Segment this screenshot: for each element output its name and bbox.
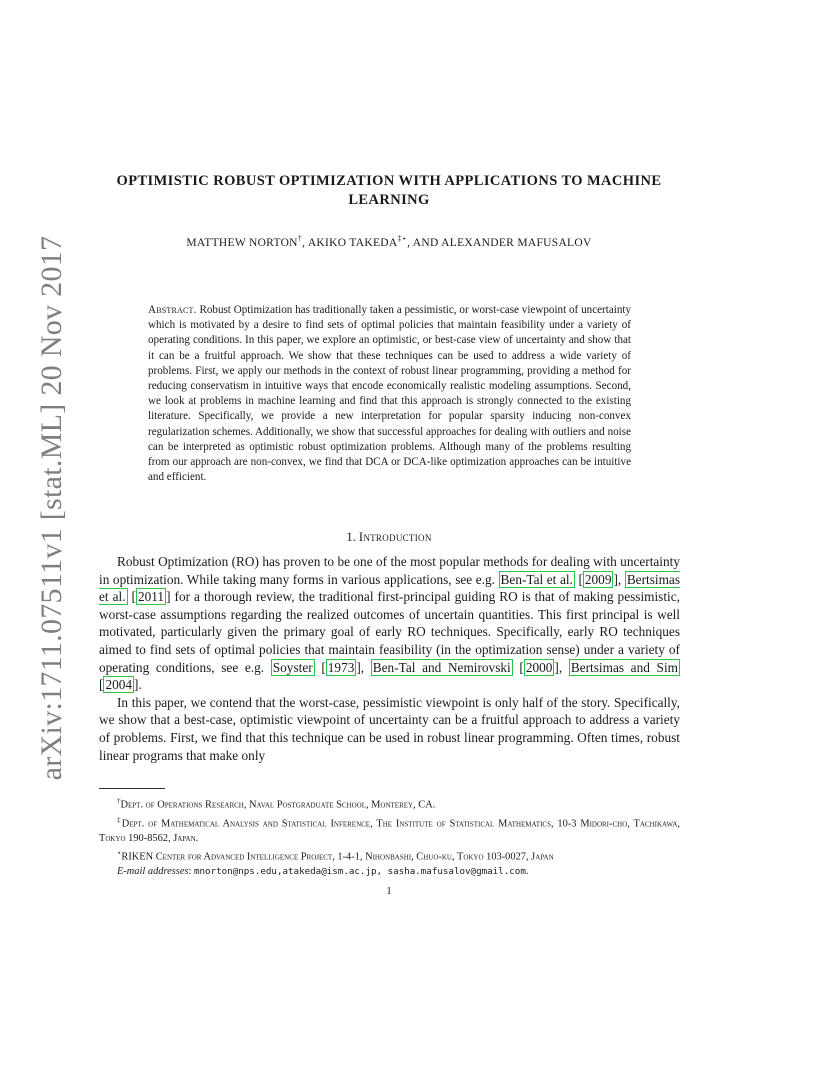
affiliation-mark: ⋆ <box>117 849 122 858</box>
body-text-run: ] for a thorough review, the traditional first-principal guiding RO is that of making pessimistic, worst-case assumptions regarding the realized outcomes of uncertain quantities. This first principal is well motivated, particularly given the primary goal of early RO techniques. Specifically, early RO techniques aimed to find sets of optimal policies that maintain feasibility (in the optimization sense) under a variety of operating conditions, see e.g. <box>99 589 680 675</box>
author-name: AKIKO TAKEDA <box>307 236 398 249</box>
citation-link[interactable]: Bertsimas and Sim <box>570 659 678 675</box>
affiliation-mark: ‡ <box>117 815 122 824</box>
body-text-run: Robust Optimization (RO) has proven to be one of the most popular methods for dealing with uncertainty in optimization. While taking many forms in various applications, see e.g. <box>99 554 680 587</box>
email-addresses: mnorton@nps.edu,atakeda@ism.ac.jp, sasha.mafusalov@gmail.com <box>193 866 526 878</box>
footnote-text: RIKEN Center for Advanced Intelligence Project, 1-4-1, Nihonbashi, Chuo-ku, Tokyo 103-0027, Japan <box>121 851 554 863</box>
author-name: MATTHEW NORTON <box>186 236 298 249</box>
body-text-run: [ <box>574 571 583 587</box>
citation-year-link[interactable]: 2004 <box>105 677 133 693</box>
email-separator: : <box>188 866 194 878</box>
page-number: 1 <box>386 886 392 897</box>
citation-link[interactable]: Ben-Tal and Nemirovski <box>372 659 511 675</box>
footnote-emails <box>99 865 680 880</box>
citation-link[interactable]: Soyster <box>272 659 313 675</box>
paragraph <box>99 553 680 694</box>
author-name: ALEXANDER MAFUSALOV <box>441 236 592 249</box>
body-text-run: ], <box>613 571 625 587</box>
citation-year-link[interactable]: 1973 <box>327 659 355 675</box>
body-text-run: [ <box>99 677 104 693</box>
body-text-run: [ <box>314 659 326 675</box>
abstract <box>148 303 631 485</box>
author-separator: , <box>302 236 308 249</box>
citation-year-link[interactable]: 2009 <box>584 571 612 587</box>
author-separator: , AND <box>407 236 442 249</box>
body-text <box>99 553 680 764</box>
paper-title: OPTIMISTIC ROBUST OPTIMIZATION WITH APPLICATIONS TO MACHINE LEARNING <box>116 173 662 208</box>
citation-link[interactable]: Ben-Tal et al. <box>500 571 573 587</box>
section-title: Introduction <box>358 530 432 544</box>
email-end: . <box>525 866 529 878</box>
citation-year-link[interactable]: 2011 <box>137 589 165 605</box>
paragraph: In this paper, we contend that the worst-case, pessimistic viewpoint is only half of the story. Specifically, we show that a best-case, optimistic viewpoint of uncertainty can be a fruitful approach to address a variety of problems. First, we find that this technique can be used in robust linear programming. Often times, robust linear programs that make only <box>99 694 680 763</box>
citation-year-link[interactable]: 2000 <box>525 659 553 675</box>
body-text-run: [ <box>127 589 136 605</box>
affiliation-mark: ‡⋆ <box>397 234 408 243</box>
section-heading <box>100 530 678 545</box>
footnote-affiliation <box>99 794 680 813</box>
footnote-divider <box>99 788 165 789</box>
affiliation-mark: † <box>297 234 303 243</box>
body-text-run: ], <box>554 659 569 675</box>
email-label: E-mail addresses <box>117 866 189 878</box>
footnote-text: Dept. of Operations Research, Naval Postgraduate School, Monterey, CA. <box>120 799 436 811</box>
body-text-run: ], <box>356 659 371 675</box>
body-text-run: ]. <box>134 677 142 693</box>
arxiv-identifier-stamp: arXiv:1711.07511v1 [stat.ML] 20 Nov 2017 <box>35 235 68 781</box>
footnotes <box>99 794 680 880</box>
affiliation-mark: † <box>117 797 121 805</box>
author-list <box>100 234 678 249</box>
section-number: 1. <box>346 530 356 544</box>
abstract-text: Robust Optimization has traditionally taken a pessimistic, or worst-case viewpoint of uncertainty which is motivated by a desire to find sets of optimal policies that maintain feasibility under a variety of operating conditions. In this paper, we explore an optimistic, or best-case view of uncertainty and show that it can be a fruitful approach. We show that these techniques can be used to address a wide variety of problems. First, we apply our methods in the context of robust linear programming, providing a method for reducing conservatism in intuitive ways that encode economically realistic modeling assumptions. Second, we look at problems in machine learning and find that this approach is strongly connected to the existing literature. Specifically, we provide a new interpretation for popular sparsity inducing non-convex regularization schemes. Additionally, we show that successful approaches for dealing with outliers and noise can be interpreted as optimistic robust optimization problems. Although many of the problems resulting from our approach are non-convex, we find that DCA or DCA-like optimization approaches can be intuitive and efficient. <box>148 304 631 484</box>
abstract-label: Abstract. <box>148 304 197 316</box>
footnote-text: Dept. of Mathematical Analysis and Statistical Inference, The Institute of Statistical Mathematics, 10-3 Midori-cho, Tachikawa, Tokyo 190-8562, Japan. <box>99 818 681 844</box>
footnote-affiliation <box>99 846 680 865</box>
footnote-affiliation <box>99 813 680 846</box>
citation-link[interactable]: Bertsimas et al. <box>99 571 680 605</box>
body-text-run: [ <box>512 659 524 675</box>
